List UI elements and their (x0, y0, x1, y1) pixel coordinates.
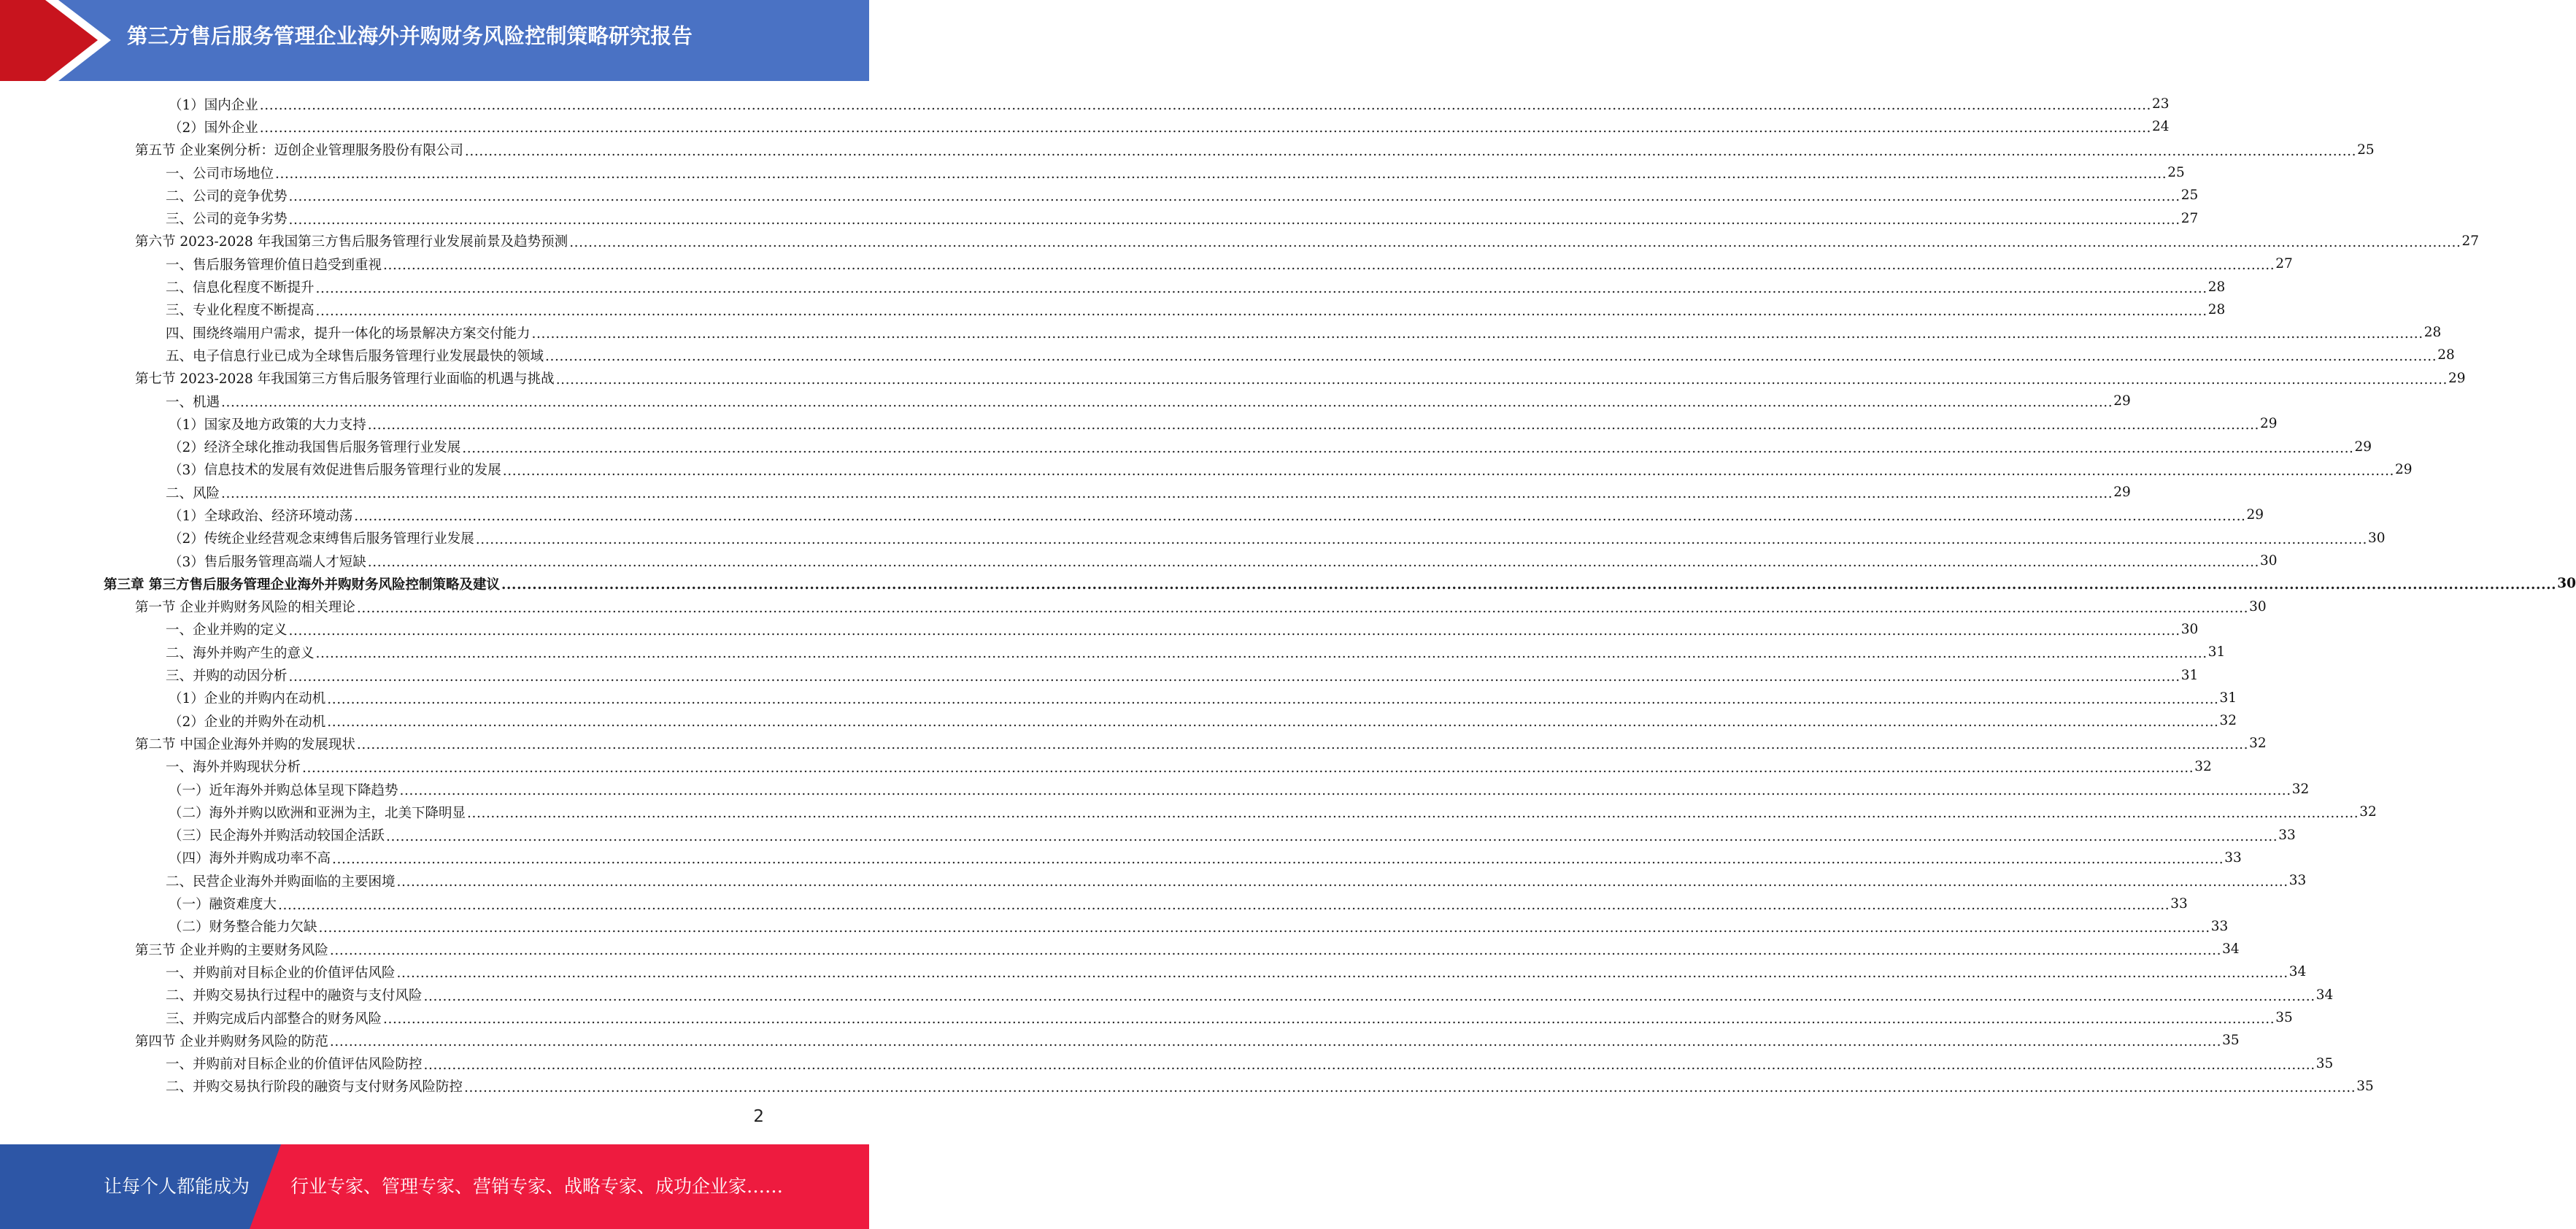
toc-dot-leader: ................................................................................................................................................................................................................................................................................................................................................................................................................ (356, 600, 2249, 616)
toc-entry[interactable] (0, 1075, 2374, 1098)
toc-entry-page: 27 (2461, 233, 2479, 249)
toc-dot-leader: ................................................................................................................................................................................................................................................................................................................................................................................................................ (288, 212, 2180, 228)
toc-entry[interactable] (0, 572, 2576, 595)
toc-dot-leader: ................................................................................................................................................................................................................................................................................................................................................................................................................ (399, 783, 2291, 799)
toc-entry-page: 31 (2207, 644, 2226, 660)
toc-entry[interactable] (0, 915, 2229, 938)
toc-entry[interactable] (0, 230, 2479, 253)
toc-entry-title: （1）全球政治、经济环境动荡 (169, 506, 354, 525)
toc-entry-page: 29 (2395, 461, 2413, 477)
toc-entry[interactable] (0, 869, 2307, 892)
toc-dot-leader: ................................................................................................................................................................................................................................................................................................................................................................................................................ (275, 166, 2167, 182)
toc-entry[interactable] (0, 755, 2212, 778)
toc-entry-title: 三、并购的动因分析 (166, 666, 289, 685)
toc-entry-page: 35 (2222, 1033, 2240, 1049)
toc-entry-title: （1）企业的并购内在动机 (169, 688, 327, 707)
toc-dot-leader: ................................................................................................................................................................................................................................................................................................................................................................................................................ (501, 577, 2557, 593)
toc-entry-title: （一）融资难度大 (169, 894, 278, 913)
toc-dot-leader: ................................................................................................................................................................................................................................................................................................................................................................................................................ (383, 258, 2275, 274)
toc-entry-page: 33 (2170, 895, 2188, 912)
toc-dot-leader: ................................................................................................................................................................................................................................................................................................................................................................................................................ (396, 966, 2288, 982)
toc-entry-page: 30 (2180, 621, 2199, 637)
toc-entry[interactable] (0, 275, 2226, 298)
toc-entry-page: 28 (2437, 347, 2455, 363)
page-footer (0, 1144, 869, 1229)
toc-entry[interactable] (0, 1006, 2293, 1029)
toc-entry[interactable] (0, 298, 2226, 321)
toc-dot-leader: ................................................................................................................................................................................................................................................................................................................................................................................................................ (383, 1012, 2275, 1028)
toc-entry-title: 一、海外并购现状分析 (166, 757, 302, 776)
toc-entry[interactable] (0, 732, 2267, 755)
toc-entry-page: 34 (2315, 987, 2334, 1003)
toc-entry-title: 第三章 第三方售后服务管理企业海外并购财务风险控制策略及建议 (104, 574, 501, 593)
toc-entry[interactable] (0, 1029, 2240, 1052)
toc-entry[interactable] (0, 139, 2375, 161)
toc-entry-page: 29 (2448, 370, 2466, 386)
toc-dot-leader: ................................................................................................................................................................................................................................................................................................................................................................................................................ (315, 280, 2207, 296)
toc-dot-leader: ................................................................................................................................................................................................................................................................................................................................................................................................................ (259, 98, 2152, 114)
toc-entry-page: 32 (2291, 782, 2310, 798)
toc-entry[interactable] (0, 960, 2307, 983)
toc-entry[interactable] (0, 641, 2226, 663)
toc-dot-leader: ................................................................................................................................................................................................................................................................................................................................................................................................................ (288, 189, 2180, 205)
toc-entry[interactable] (0, 938, 2240, 960)
toc-entry-title: 三、专业化程度不断提高 (166, 300, 316, 319)
toc-entry-page: 29 (2113, 485, 2131, 501)
footer-slogan-left: 让每个人都能成为 (104, 1176, 250, 1197)
toc-entry[interactable] (0, 412, 2278, 435)
toc-entry-page: 32 (2194, 758, 2212, 774)
toc-dot-leader: ................................................................................................................................................................................................................................................................................................................................................................................................................ (464, 1079, 2356, 1095)
toc-entry[interactable] (0, 207, 2199, 229)
toc-entry-page: 35 (2356, 1078, 2374, 1094)
toc-entry-page: 33 (2224, 849, 2242, 866)
footer-slogan-right: 行业专家、管理专家、营销专家、战略专家、成功企业家…… (290, 1176, 784, 1197)
toc-dot-leader: ................................................................................................................................................................................................................................................................................................................................................................................................................ (462, 440, 2354, 456)
toc-dot-leader: ................................................................................................................................................................................................................................................................................................................................................................................................................ (302, 760, 2194, 776)
toc-entry-title: （1）国内企业 (169, 95, 260, 114)
toc-entry-title: 五、电子信息行业已成为全球售后服务管理行业发展最快的领域 (166, 346, 545, 365)
toc-entry[interactable] (0, 663, 2199, 686)
toc-entry-title: 二、公司的竞争优势 (166, 186, 289, 205)
toc-entry[interactable] (0, 344, 2455, 366)
toc-entry-page: 34 (2222, 941, 2240, 958)
toc-entry-title: 三、并购完成后内部整合的财务风险 (166, 1009, 383, 1028)
toc-entry[interactable] (0, 527, 2386, 550)
toc-dot-leader: ................................................................................................................................................................................................................................................................................................................................................................................................................ (221, 486, 2113, 502)
toc-dot-leader: ................................................................................................................................................................................................................................................................................................................................................................................................................ (464, 143, 2357, 159)
toc-dot-leader: ................................................................................................................................................................................................................................................................................................................................................................................................................ (288, 669, 2180, 685)
toc-entry[interactable] (0, 801, 2377, 823)
toc-dot-leader: ................................................................................................................................................................................................................................................................................................................................................................................................................ (467, 806, 2359, 822)
toc-entry-title: （二）财务整合能力欠缺 (169, 917, 319, 936)
toc-entry[interactable] (0, 390, 2131, 412)
toc-entry-page: 27 (2275, 256, 2293, 272)
toc-entry-title: 第三节 企业并购的主要财务风险 (135, 940, 330, 959)
toc-entry-title: 一、机遇 (166, 392, 221, 411)
toc-entry-title: 三、公司的竞争劣势 (166, 209, 289, 228)
toc-dot-leader: ................................................................................................................................................................................................................................................................................................................................................................................................................ (327, 691, 2219, 707)
toc-entry-title: 二、信息化程度不断提升 (166, 277, 316, 296)
toc-dot-leader: ................................................................................................................................................................................................................................................................................................................................................................................................................ (318, 920, 2210, 936)
toc-entry-title: （2）传统企业经营观念束缚售后服务管理行业发展 (169, 528, 476, 547)
toc-entry-title: （一）近年海外并购总体呈现下降趋势 (169, 780, 400, 799)
toc-entry-page: 23 (2152, 96, 2170, 112)
toc-entry-page: 33 (2288, 873, 2307, 889)
toc-dot-leader: ................................................................................................................................................................................................................................................................................................................................................................................................................ (329, 943, 2222, 959)
toc-entry-page: 32 (2359, 804, 2377, 820)
toc-entry-title: 第二节 中国企业海外并购的发展现状 (135, 734, 357, 753)
toc-entry-page: 31 (2180, 667, 2199, 683)
toc-dot-leader: ................................................................................................................................................................................................................................................................................................................................................................................................................ (555, 371, 2448, 388)
toc-entry-title: （1）国家及地方政策的大力支持 (169, 415, 368, 434)
toc-entry-page: 33 (2210, 918, 2229, 934)
toc-entry-page: 25 (2180, 188, 2199, 204)
toc-entry[interactable] (0, 596, 2267, 618)
toc-entry-page: 29 (2113, 393, 2131, 409)
header-red-chevron (0, 0, 109, 81)
toc-entry-page: 29 (2260, 416, 2278, 432)
toc-entry-page: 28 (2207, 301, 2226, 317)
toc-entry-title: 第七节 2023-2028 年我国第三方售后服务管理行业面临的机遇与挑战 (135, 369, 556, 388)
toc-entry-page: 28 (2207, 279, 2226, 295)
toc-entry-title: （3）售后服务管理高端人才短缺 (169, 552, 368, 571)
toc-entry-page: 33 (2278, 827, 2296, 843)
toc-entry-page: 30 (2249, 598, 2267, 614)
toc-entry-title: （2）企业的并购外在动机 (169, 712, 327, 731)
toc-dot-leader: ................................................................................................................................................................................................................................................................................................................................................................................................................ (475, 531, 2368, 547)
toc-entry[interactable] (0, 115, 2170, 138)
toc-entry[interactable] (0, 367, 2466, 390)
toc-entry-title: （2）国外企业 (169, 117, 260, 136)
toc-entry-title: 二、民营企业海外并购面临的主要困境 (166, 871, 397, 890)
toc-dot-leader: ................................................................................................................................................................................................................................................................................................................................................................................................................ (569, 234, 2461, 250)
report-title: 第三方售后服务管理企业海外并购财务风险控制策略研究报告 (127, 24, 693, 48)
toc-entry-title: 第六节 2023-2028 年我国第三方售后服务管理行业发展前景及趋势预测 (135, 231, 569, 250)
toc-dot-leader: ................................................................................................................................................................................................................................................................................................................................................................................................................ (288, 623, 2180, 639)
toc-dot-leader: ................................................................................................................................................................................................................................................................................................................................................................................................................ (367, 417, 2260, 434)
toc-entry-title: 二、并购交易执行过程中的融资与支付风险 (166, 985, 424, 1004)
toc-entry-page: 28 (2423, 325, 2442, 341)
toc-dot-leader: ................................................................................................................................................................................................................................................................................................................................................................................................................ (329, 1034, 2222, 1050)
toc-dot-leader: ................................................................................................................................................................................................................................................................................................................................................................................................................ (259, 120, 2152, 136)
toc-entry-page: 24 (2152, 119, 2170, 135)
toc-entry-page: 30 (2260, 553, 2278, 569)
toc-dot-leader: ................................................................................................................................................................................................................................................................................................................................................................................................................ (367, 555, 2260, 571)
toc-dot-leader: ................................................................................................................................................................................................................................................................................................................................................................................................................ (354, 509, 2246, 525)
page-number: 2 (753, 1107, 764, 1126)
toc-entry-page: 27 (2180, 210, 2199, 226)
toc-entry[interactable] (0, 824, 2296, 847)
toc-entry-page: 29 (2354, 439, 2372, 455)
toc-entry-title: 二、风险 (166, 483, 221, 502)
toc-entry-title: 一、并购前对目标企业的价值评估风险 (166, 963, 397, 982)
toc-entry[interactable] (0, 435, 2372, 458)
toc-dot-leader: ................................................................................................................................................................................................................................................................................................................................................................................................................ (332, 851, 2224, 867)
toc-dot-leader: ................................................................................................................................................................................................................................................................................................................................................................................................................ (423, 1057, 2315, 1073)
toc-entry[interactable] (0, 847, 2242, 869)
page-header (0, 0, 869, 81)
toc-entry-page: 32 (2249, 736, 2267, 752)
toc-entry-page: 35 (2315, 1055, 2334, 1071)
toc-dot-leader: ................................................................................................................................................................................................................................................................................................................................................................................................................ (502, 463, 2395, 479)
toc-entry-page: 31 (2219, 690, 2237, 706)
toc-entry-page: 30 (2557, 576, 2576, 592)
toc-entry[interactable] (0, 321, 2442, 344)
toc-entry-title: （二）海外并购以欧洲和亚洲为主，北美下降明显 (169, 803, 467, 822)
toc-dot-leader: ................................................................................................................................................................................................................................................................................................................................................................................................................ (531, 326, 2423, 342)
toc-entry-title: 四、围绕终端用户需求，提升一体化的场景解决方案交付能力 (166, 323, 532, 342)
toc-entry-title: 第四节 企业并购财务风险的防范 (135, 1031, 330, 1050)
toc-entry-page: 35 (2275, 1010, 2293, 1026)
toc-entry-title: 一、售后服务管理价值日趋受到重视 (166, 255, 383, 274)
table-of-contents (0, 93, 2576, 1098)
toc-entry[interactable] (0, 687, 2237, 709)
toc-dot-leader: ................................................................................................................................................................................................................................................................................................................................................................................................................ (396, 874, 2288, 890)
toc-entry[interactable] (0, 1052, 2334, 1074)
toc-entry[interactable] (0, 481, 2131, 504)
toc-entry[interactable] (0, 550, 2278, 572)
toc-dot-leader: ................................................................................................................................................................................................................................................................................................................................................................................................................ (278, 897, 2170, 913)
toc-entry-page: 34 (2288, 964, 2307, 980)
toc-entry-title: 二、海外并购产生的意义 (166, 643, 316, 662)
toc-entry[interactable] (0, 161, 2185, 184)
toc-entry-page: 29 (2246, 507, 2264, 523)
toc-entry[interactable] (0, 778, 2310, 801)
toc-entry-page: 25 (2167, 165, 2185, 181)
toc-dot-leader: ................................................................................................................................................................................................................................................................................................................................................................................................................ (423, 988, 2315, 1004)
toc-entry[interactable] (0, 504, 2264, 526)
toc-entry[interactable] (0, 458, 2413, 481)
toc-entry-title: （四）海外并购成功率不高 (169, 848, 332, 867)
toc-entry[interactable] (0, 184, 2199, 207)
toc-dot-leader: ................................................................................................................................................................................................................................................................................................................................................................................................................ (545, 349, 2437, 365)
toc-dot-leader: ................................................................................................................................................................................................................................................................................................................................................................................................................ (327, 714, 2219, 731)
toc-entry-title: 一、公司市场地位 (166, 163, 275, 182)
toc-entry-title: 一、企业并购的定义 (166, 620, 289, 639)
toc-dot-leader: ................................................................................................................................................................................................................................................................................................................................................................................................................ (315, 646, 2207, 662)
toc-entry[interactable] (0, 93, 2170, 115)
toc-entry-title: （三）民企海外并购活动较国企活跃 (169, 825, 386, 844)
toc-entry[interactable] (0, 984, 2334, 1006)
toc-entry-title: 二、并购交易执行阶段的融资与支付财务风险防控 (166, 1076, 464, 1095)
toc-entry[interactable] (0, 253, 2293, 275)
toc-entry-title: （3）信息技术的发展有效促进售后服务管理行业的发展 (169, 460, 503, 479)
toc-entry[interactable] (0, 892, 2188, 914)
toc-entry[interactable] (0, 709, 2237, 732)
toc-entry-title: （2）经济全球化推动我国售后服务管理行业发展 (169, 437, 462, 456)
toc-entry-title: 第一节 企业并购财务风险的相关理论 (135, 597, 357, 616)
toc-entry-page: 25 (2357, 142, 2375, 158)
toc-dot-leader: ................................................................................................................................................................................................................................................................................................................................................................................................................ (221, 395, 2113, 410)
toc-entry-title: 第五节 企业案例分析：迈创企业管理服务股份有限公司 (135, 140, 465, 159)
toc-entry-page: 32 (2219, 713, 2237, 729)
toc-entry-page: 30 (2368, 530, 2386, 546)
toc-dot-leader: ................................................................................................................................................................................................................................................................................................................................................................................................................ (315, 303, 2207, 319)
toc-entry[interactable] (0, 618, 2199, 641)
toc-entry-title: 一、并购前对目标企业的价值评估风险防控 (166, 1054, 424, 1073)
toc-dot-leader: ................................................................................................................................................................................................................................................................................................................................................................................................................ (356, 737, 2249, 753)
toc-dot-leader: ................................................................................................................................................................................................................................................................................................................................................................................................................ (386, 828, 2278, 844)
